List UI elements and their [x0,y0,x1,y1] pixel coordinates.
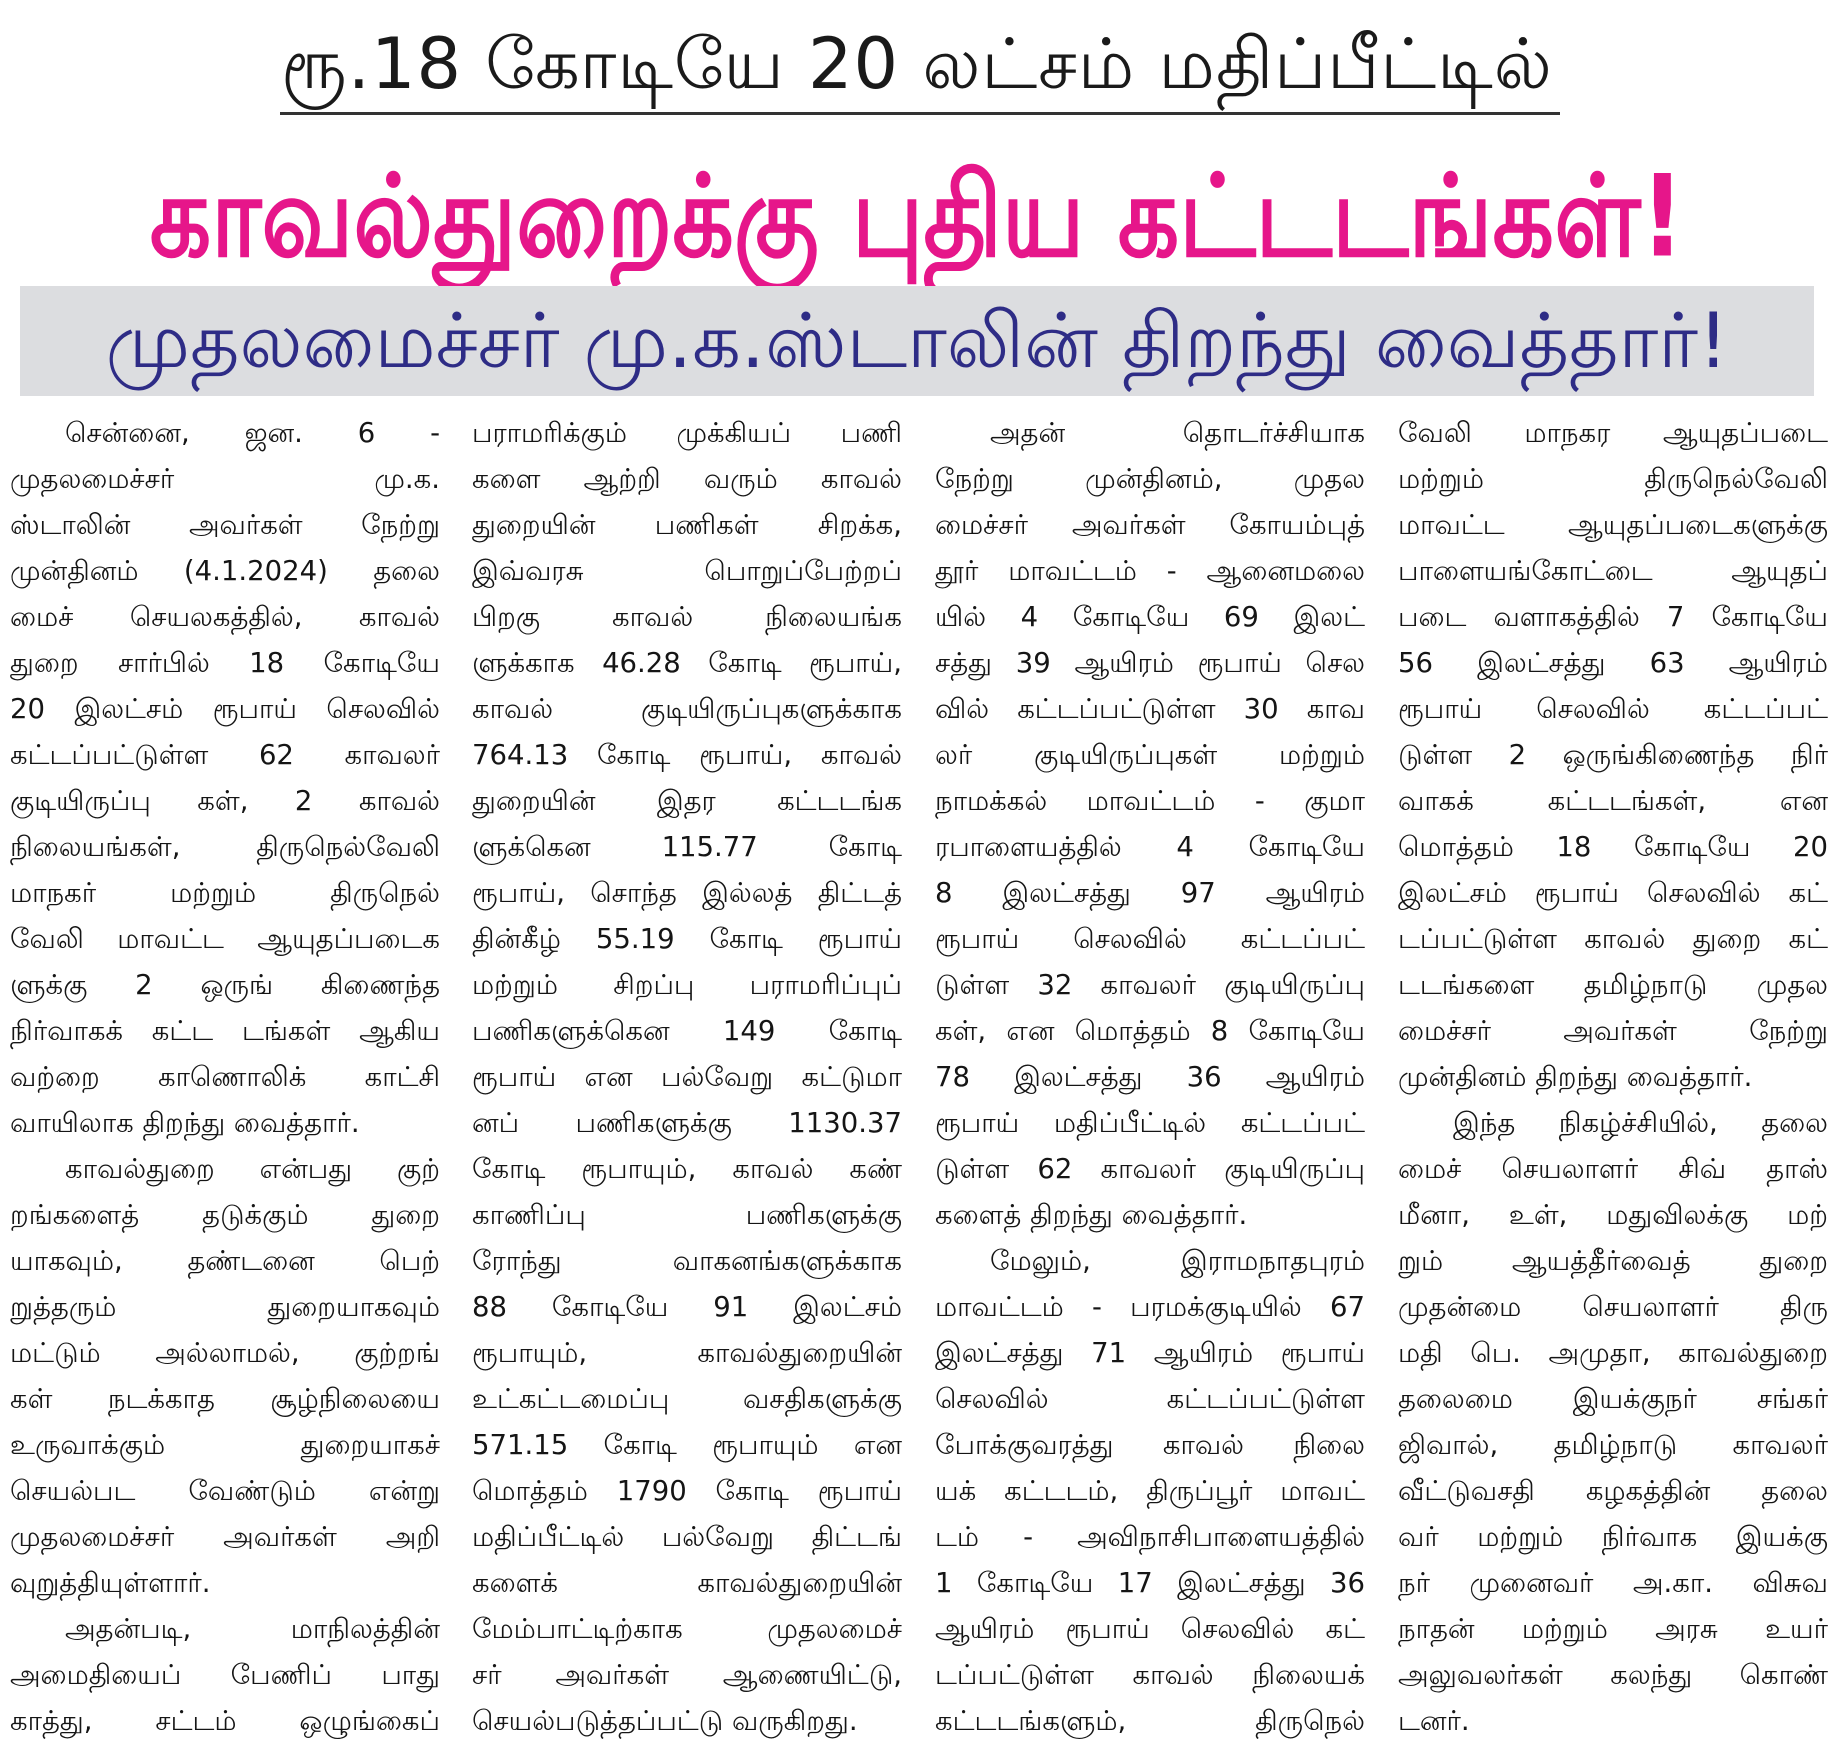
article-line: ரூபாய் செலவில் கட்டப்பட் [935,923,1365,955]
article-line: 8 இலட்சத்து 97 ஆயிரம் [935,877,1365,909]
article-line: 571.15 கோடி ரூபாயும் என [472,1429,902,1461]
article-line: மைச் செயலாளர் சிவ் தாஸ் [1398,1153,1828,1185]
article-line: இவ்வரசு பொறுப்பேற்றப் [472,555,902,587]
article-line: முன்தினம் திறந்து வைத்தார். [1398,1061,1753,1093]
article-line: ரபாளையத்தில் 4 கோடியே [935,831,1365,863]
article-line: 20 இலட்சம் ரூபாய் செலவில் [10,693,440,725]
article-line: ஸ்டாலின் அவர்கள் நேற்று [10,509,440,541]
article-line: ரூபாயும், காவல்துறையின் [472,1337,902,1369]
article-line: இந்த நிகழ்ச்சியில், தலை [1453,1107,1828,1139]
article-line: இலட்சத்து 71 ஆயிரம் ரூபாய் [935,1337,1365,1369]
article-line: துறை சார்பில் 18 கோடியே [10,647,440,679]
article-line: நிலையங்கள், திருநெல்வேலி [10,831,440,863]
article-line: நிர்வாகக் கட்ட டங்கள் ஆகிய [10,1015,440,1047]
article-line: டுள்ள 32 காவலர் குடியிருப்பு [935,969,1365,1001]
article-line: மீனா, உள், மதுவிலக்கு மற் [1398,1199,1828,1231]
article-line: முதலமைச்சர் மு.க. [10,463,440,495]
article-line: டுள்ள 62 காவலர் குடியிருப்பு [935,1153,1365,1185]
article-line: கள் நடக்காத சூழ்நிலையை [10,1383,440,1415]
article-line: 764.13 கோடி ரூபாய், காவல் [472,739,902,771]
article-line: இலட்சம் ரூபாய் செலவில் கட் [1398,877,1828,909]
article-line: யாகவும், தண்டனை பெற் [10,1245,440,1277]
article-line: றங்களைத் தடுக்கும் துறை [10,1199,440,1231]
article-line: மாவட்டம் - பரமக்குடியில் 67 [935,1291,1365,1323]
article-line: முன்தினம் (4.1.2024) தலை [10,555,440,587]
article-line: கட்டப்பட்டுள்ள 62 காவலர் [10,739,440,771]
article-line: ஆயிரம் ரூபாய் செலவில் கட் [935,1613,1365,1645]
article-line: யில் 4 கோடியே 69 இலட் [935,601,1365,633]
article-line: அமைதியைப் பேணிப் பாது [10,1659,440,1691]
article-line: ளுக்காக 46.28 கோடி ரூபாய், [472,647,902,679]
article-column-4 [1398,410,1828,1754]
article-line: துறையின் பணிகள் சிறக்க, [472,509,902,541]
article-line: கோடி ரூபாயும், காவல் கண் [472,1153,902,1185]
article-line: அலுவலர்கள் கலந்து கொண் [1398,1659,1828,1691]
article-line: வர் மற்றும் நிர்வாக இயக்கு [1398,1521,1828,1553]
article-line: நாமக்கல் மாவட்டம் - குமா [935,785,1365,817]
article-line: குடியிருப்பு கள், 2 காவல் [10,785,440,817]
article-line: 1 கோடியே 17 இலட்சத்து 36 [935,1567,1365,1599]
article-line: அதன் தொடர்ச்சியாக [990,417,1365,449]
main-headline: காவல்துறைக்கு புதிய கட்டடங்கள்! [149,150,1685,283]
subheadline: முதலமைச்சர் மு.க.ஸ்டாலின் திறந்து வைத்தார்! [105,296,1729,385]
article-body [0,410,1834,1754]
article-line: படை வளாகத்தில் 7 கோடியே [1398,601,1828,633]
article-line: னப் பணிகளுக்கு 1130.37 [472,1107,902,1139]
article-line: மொத்தம் 1790 கோடி ரூபாய் [472,1475,902,1507]
article-line: நர் முனைவர் அ.கா. விசுவ [1398,1567,1828,1599]
kicker-headline: ரூ.18 கோடியே 20 லட்சம் மதிப்பீட்டில் [281,23,1553,105]
article-line: டுள்ள 2 ஒருங்கிணைந்த நிர் [1398,739,1828,771]
article-line: முதலமைச்சர் அவர்கள் அறி [10,1521,440,1553]
article-line: டம் - அவிநாசிபாளையத்தில் [935,1521,1365,1553]
article-line: பராமரிக்கும் முக்கியப் பணி [472,417,902,449]
article-line: களை ஆற்றி வரும் காவல் [472,463,902,495]
article-line: 88 கோடியே 91 இலட்சம் [472,1291,902,1323]
article-line: றும் ஆயத்தீர்வைத் துறை [1398,1245,1828,1277]
article-line: காணிப்பு பணிகளுக்கு [472,1199,902,1231]
article-line: நாதன் மற்றும் அரசு உயர் [1398,1613,1828,1645]
article-line: லர் குடியிருப்புகள் மற்றும் [935,739,1365,771]
article-line: வீட்டுவசதி கழகத்தின் தலை [1398,1475,1828,1507]
article-line: கள், என மொத்தம் 8 கோடியே [935,1015,1365,1047]
article-line: மாவட்ட ஆயுதப்படைகளுக்கு [1398,509,1828,541]
kicker-underline [280,112,1560,115]
article-line: மட்டும் அல்லாமல், குற்றங் [10,1337,440,1369]
article-line: உட்கட்டமைப்பு வசதிகளுக்கு [472,1383,902,1415]
article-line: வுறுத்தியுள்ளார். [10,1567,211,1599]
article-line: 56 இலட்சத்து 63 ஆயிரம் [1398,647,1828,679]
article-column-2 [472,410,902,1754]
article-line: ரூபாய், சொந்த இல்லத் திட்டத் [472,877,902,909]
article-line: காவல் குடியிருப்புகளுக்காக [472,693,902,725]
article-line: போக்குவரத்து காவல் நிலை [935,1429,1365,1461]
article-line: செலவில் கட்டப்பட்டுள்ள [935,1383,1365,1415]
article-line: ளுக்கு 2 ஒருங் கிணைந்த [10,969,440,1001]
article-line: கட்டடங்களும், திருநெல் [935,1705,1365,1737]
article-line: தூர் மாவட்டம் - ஆனைமலை [935,555,1365,587]
article-line: வாகக் கட்டடங்கள், என [1398,785,1828,817]
article-line: டனர். [1398,1705,1470,1737]
article-line: தலைமை இயக்குநர் சங்கர் [1398,1383,1828,1415]
article-line: மைச்சர் அவர்கள் கோயம்புத் [935,509,1365,541]
article-line: நேற்று முன்தினம், முதல [935,463,1365,495]
article-line: மைச்சர் அவர்கள் நேற்று [1398,1015,1828,1047]
article-line: களைத் திறந்து வைத்தார். [935,1199,1248,1231]
article-line: அதன்படி, மாநிலத்தின் [65,1613,440,1645]
article-line: மேம்பாட்டிற்காக முதலமைச் [472,1613,902,1645]
article-line: மைச் செயலகத்தில், காவல் [10,601,440,633]
article-line: சென்னை, ஜன. 6 - [65,417,440,449]
article-column-3 [935,410,1365,1754]
article-line: தின்கீழ் 55.19 கோடி ரூபாய் [472,923,902,955]
article-line: டடங்களை தமிழ்நாடு முதல [1398,969,1828,1001]
article-line: சர் அவர்கள் ஆணையிட்டு, [472,1659,902,1691]
article-line: டப்பட்டுள்ள காவல் துறை கட் [1398,923,1828,955]
article-line: முதன்மை செயலாளர் திரு [1398,1291,1828,1323]
article-line: மதிப்பீட்டில் பல்வேறு திட்டங் [472,1521,902,1553]
article-line: மதி பெ. அமுதா, காவல்துறை [1398,1337,1828,1369]
article-line: பணிகளுக்கென 149 கோடி [472,1015,902,1047]
article-line: டப்பட்டுள்ள காவல் நிலையக் [935,1659,1365,1691]
article-line: வில் கட்டப்பட்டுள்ள 30 காவ [935,693,1365,725]
article-line: பாளையங்கோட்டை ஆயுதப் [1398,555,1828,587]
article-line: மாநகர் மற்றும் திருநெல் [10,877,440,909]
subheadline-band [20,286,1814,396]
article-column-1 [10,410,440,1754]
article-line: மொத்தம் 18 கோடியே 20 [1398,831,1828,863]
article-line: ஜிவால், தமிழ்நாடு காவலர் [1398,1429,1828,1461]
article-line: காவல்துறை என்பது குற் [65,1153,440,1185]
article-line: களைக் காவல்துறையின் [472,1567,902,1599]
article-line: காத்து, சட்டம் ஒழுங்கைப் [10,1705,440,1737]
article-line: மேலும், இராமநாதபுரம் [990,1245,1365,1277]
article-line: வற்றை காணொலிக் காட்சி [10,1061,440,1093]
article-line: ரூபாய் செலவில் கட்டப்பட் [1398,693,1828,725]
article-line: 78 இலட்சத்து 36 ஆயிரம் [935,1061,1365,1093]
article-line: உருவாக்கும் துறையாகச் [10,1429,440,1461]
article-line: மற்றும் திருநெல்வேலி [1398,463,1828,495]
article-line: பிறகு காவல் நிலையங்க [472,601,902,633]
article-line: ரூபாய் மதிப்பீட்டில் கட்டப்பட் [935,1107,1365,1139]
article-line: வேலி மாவட்ட ஆயுதப்படைக [10,923,440,955]
article-line: ளுக்கென 115.77 கோடி [472,831,902,863]
article-line: ரோந்து வாகனங்களுக்காக [472,1245,902,1277]
article-line: வாயிலாக திறந்து வைத்தார். [10,1107,360,1139]
article-line: வேலி மாநகர ஆயுதப்படை [1398,417,1828,449]
article-line: யக் கட்டடம், திருப்பூர் மாவட் [935,1475,1365,1507]
article-line: சத்து 39 ஆயிரம் ரூபாய் செல [935,647,1365,679]
article-line: மற்றும் சிறப்பு பராமரிப்புப் [472,969,902,1001]
article-line: ரூபாய் என பல்வேறு கட்டுமா [472,1061,902,1093]
article-line: செயல்படுத்தப்பட்டு வருகிறது. [472,1705,858,1737]
article-line: றுத்தரும் துறையாகவும் [10,1291,440,1323]
article-line: துறையின் இதர கட்டடங்க [472,785,902,817]
article-line: செயல்பட வேண்டும் என்று [10,1475,440,1507]
